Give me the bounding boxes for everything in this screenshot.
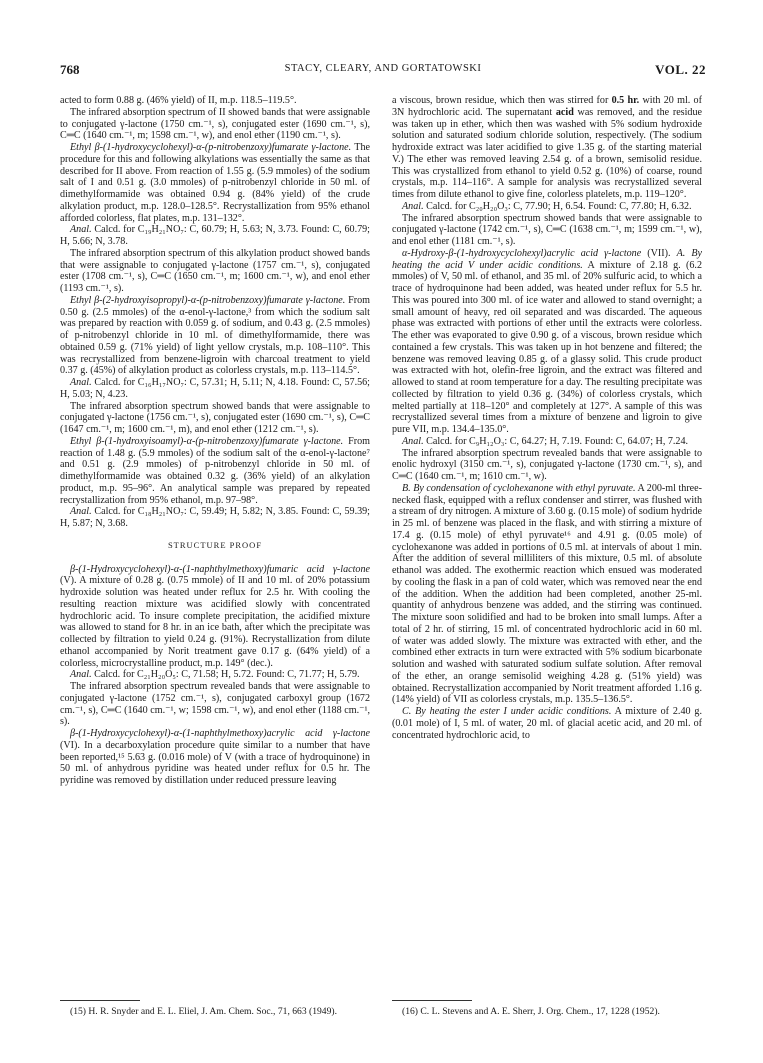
method-subtitle: C. By heating the ester I under acidic conditions.	[402, 706, 612, 717]
compound-title: β-(1-Hydroxycyclohexyl)-α-(1-naphthylmethoxy)fumaric acid γ-lactone	[70, 563, 370, 575]
anal-label: Anal.	[70, 224, 92, 236]
method-subtitle: B. By condensation of cyclohexanone with ethyl pyruvate.	[402, 482, 636, 494]
paragraph-body: Calcd. for C₉H₁₂O₃: C, 64.27; H, 7.19. Found: C, 64.07; H, 7.24.	[423, 435, 689, 447]
emphasis: 0.5 hr.	[611, 95, 640, 106]
paragraph	[60, 224, 370, 248]
paragraph-body: Calcd. for C₁₉H₂₁NO₇: C, 60.79; H, 5.63; N, 3.73. Found: C, 60.79; H, 5.66; N, 3.78.	[60, 224, 370, 247]
footnote-16	[392, 1006, 702, 1018]
paragraph: The infrared absorption spectrum showed bands that were assignable to conjugated γ-lactone (1742 cm.⁻¹, s), C═C (1638 cm.⁻¹, m; 1599 cm.⁻¹, w), and enol ether (1181 cm.⁻¹, s).	[392, 212, 702, 247]
paragraph: The infrared absorption spectrum of this alkylation product showed bands that were assignable to conjugated γ-lactone (1757 cm.⁻¹, s), conjugated ester (1708 cm.⁻¹, s), C═C (1650 cm.⁻¹, m; 1600 cm.⁻¹, w), and enol ether (1193 cm.⁻¹, s).	[60, 247, 370, 294]
paragraph	[60, 295, 370, 377]
compound-title: Ethyl β-(1-hydroxyisoamyl)-α-(p-nitrobenzoxy)fumarate γ-lactone.	[70, 435, 344, 447]
paragraph	[392, 248, 702, 436]
footnote-text: (15) H. R. Snyder and E. L. Eliel, J. Am. Chem. Soc., 71, 663 (1949).	[70, 1006, 337, 1017]
footnote-divider	[60, 1000, 140, 1001]
right-column	[392, 95, 702, 741]
paragraph-body: was removed, and the residue was taken up in ether, which then was washed with 5% sodium hydroxide solution and saturated sodium chloride solution, respectively. (The sodium hydroxide extract was later acidified to give 1.35 g. of the starting material V.) The ether was removed leaving 2.54 g. of a brown, semisolid residue. This was crystallized from ethanol to yield 0.52 g. (10%) of coarse, round crystals, m.p. 114–116°. A sample for analysis was recrystallized several times from dilute ethanol to give fine, colorless platelets, m.p. 119–120°.	[392, 106, 702, 200]
paragraph	[392, 95, 702, 201]
paragraph	[60, 669, 370, 681]
paragraph-body: Calcd. for C₁₆H₁₇NO₇: C, 57.31; H, 5.11; N, 4.18. Found: C, 57.56; H, 5.03; N, 4.23.	[60, 377, 370, 400]
section-heading: STRUCTURE PROOF	[167, 539, 263, 550]
paragraph	[60, 377, 370, 401]
paragraph: The infrared absorption spectrum of II showed bands that were assignable to conjugated γ-lactone (1750 cm.⁻¹, s), conjugated ester (1690 cm.⁻¹, s), C═C (1640 cm.⁻¹, m; 1598 cm.⁻¹, w), and enol ether (1190 cm.⁻¹, s).	[60, 106, 370, 142]
paragraph-body: From reaction of 1.48 g. (5.9 mmoles) of the sodium salt of the α-enol-γ-lactone⁷ and 0.51 g. (2.9 mmoles) of p-nitrobenzyl chloride in 50 ml. of dimethylformamide was obtained 0.32 g. (36% yield) of an alkylation product, m.p. 95–96°. An analytical sample was prepared by repeated recrystallization from 95% ethanol, m.p. 97–98°.	[60, 435, 370, 506]
paragraph-body: (VI). In a decarboxylation procedure quite similar to a number that have been reported,¹⁵ 5.63 g. (0.016 mole) of V (with a trace of hydroquinone) in 50 ml. of anhydrous pyridine was heated under reflux for 0.5 hr. The pyridine was removed by distillation under reduced pressure leaving	[60, 739, 370, 786]
paragraph-body: A mixture of 2.40 g. (0.01 mole) of I, 5 ml. of water, 20 ml. of glacial acetic acid, and 20 ml. of concentrated hydrochloric acid, to	[392, 706, 702, 741]
paragraph: The infrared absorption spectrum showed bands that were assignable to conjugated γ-lactone (1756 cm.⁻¹, s), conjugated ester (1690 cm.⁻¹, s), C═C (1647 cm.⁻¹, m; 1600 cm.⁻¹, m), and enol ether (1212 cm.⁻¹, s).	[60, 400, 370, 435]
volume-label: VOL. 22	[655, 62, 706, 77]
footnote-15	[60, 1006, 370, 1018]
paragraph-body: Calcd. for C₁₈H₂₁NO₇: C, 59.49; H, 5.82; N, 3.85. Found: C, 59.39; H, 5.87; N, 3.68.	[60, 506, 370, 529]
paragraph-body: A mixture of 2.18 g. (6.2 mmoles) of V, 50 ml. of ethanol, and 35 ml. of 20% sulfuric acid, to which a trace of hydroquinone had been added, was heated under reflux for 5.5 hr. This was poured into 300 ml. of ice water and allowed to stand overnight; a small amount of heavy, red oil separated and was discarded. The aqueous phase was extracted with portions of ether until the extracts were colorless. The ether was evaporated to give 0.90 g. of a viscous, brown residue which contained a few crystals. This was taken up in hot benzene and filtered; the benzene was removed leaving 0.85 g. of a glassy solid. This crude product was extracted with hot, olefin-free ligroin, and the extract was filtered and allowed to stand at room temperature for a day. The resulting precipitate was collected by filtration to yield 0.36 g. (34%) of colorless crystals, which melted partially at 118–120° and completely at 127°. A sample of this was recrystallized several times from a mixture of benzene and ligroin to give pure VII, m.p. 134.4–135.0°.	[392, 259, 702, 435]
anal-label: Anal.	[70, 506, 92, 518]
compound-title: Ethyl β-(1-hydroxycyclohexyl)-α-(p-nitrobenzoxy)fumarate γ-lactone.	[70, 142, 352, 153]
paragraph: The infrared absorption spectrum revealed bands that were assignable to enolic hydroxyl (3150 cm.⁻¹, s), conjugated γ-lactone (1730 cm.⁻¹, s), and C═C (1640 cm.⁻¹, m; 1610 cm.⁻¹, w).	[392, 447, 702, 482]
anal-label: Anal.	[70, 669, 92, 681]
paragraph-body: (V). A mixture of 0.28 g. (0.75 mmole) of II and 10 ml. of 20% potassium hydroxide solution was heated under reflux for 2.5 hr. With cooling the resulting reaction mixture was acidified slowly with concentrated hydrochloric acid. To insure complete precipitation, the acidified mixture was allowed to stand for 8 hr. in an ice bath, after which the precipitate was collected by filtration to yield 0.24 g. (91%). Recrystallization from dilute ethanol accompanied by Norit treatment gave 0.17 g. (64% yield) of a colorless, microcrystalline product, m.p. 149° (dec.).	[60, 575, 370, 669]
paragraph-body: (VII).	[641, 247, 677, 259]
paragraph: acted to form 0.88 g. (46% yield) of II, m.p. 118.5–119.5°.	[60, 95, 297, 106]
paragraph	[60, 728, 370, 787]
paragraph: The infrared absorption spectrum revealed bands that were assignable to conjugated γ-lactone (1752 cm.⁻¹, s), conjugated carboxyl group (1672 cm.⁻¹, s), C═C (1640 cm.⁻¹, w; 1598 cm.⁻¹, w), and enol ether (1188 cm.⁻¹, s).	[60, 681, 370, 728]
paragraph	[392, 436, 702, 448]
anal-label: Anal.	[402, 435, 424, 447]
footnote-divider	[392, 1000, 472, 1001]
paragraph	[60, 436, 370, 507]
paragraph-body: A 200-ml three-necked flask, equipped with a reflux condenser and stirrer, was flushed with a stream of dry nitrogen. A mixture of 3.60 g. (0.15 mole) of sodium hydride in 25 ml. of benzene was placed in the flask, and with stirring a mixture of 17.4 g. (0.15 mole) of ethyl pyruvate¹⁶ and 4.91 g. (0.05 mole) of cyclohexanone was added in portions of 0.5 ml. at intervals of about 1 min. After the addition of several milliliters of this mixture, 0.5 ml. of absolute ethanol was added. The exothermic reaction which ensued was moderated by cooling the flask in a pan of cold water, which was removed near the end of the addition. When the addition had been completed, another 25-ml. quantity of anhydrous benzene was added, and the stirring was continued. The mixture soon solidified and had to be broken into small lumps. After a total of 2 hr. of stirring, 15 ml. of concentrated hydrochloric acid in 60 ml. of water was added slowly. The mixture was extracted with ether, and the combined ether extracts in turn were extracted with 5% sodium bicarbonate solution and washed with saturated sodium sulfate solution. After removal of the ether, an orange semisolid weighing 4.28 g. (51% yield) was obtained. Recrystallization accompanied by Norit treatment afforded 1.16 g. (14% yield) of VII as colorless crystals, m.p. 135.5–136.5°.	[392, 482, 703, 706]
compound-title: Ethyl β-(2-hydroxyisopropyl)-α-(p-nitrobenzoxy)fumarate γ-lactone.	[70, 294, 346, 306]
paragraph-body: Calcd. for C₂₀H₂₀O₃: C, 77.90; H, 6.54. Found: C, 77.80; H, 6.32.	[423, 200, 692, 212]
running-title: STACY, CLEARY, AND GORTATOWSKI	[284, 63, 482, 74]
page-header	[60, 62, 706, 78]
paragraph-body: with 20 ml. of 3N hydrochloric acid. The supernatant	[392, 95, 702, 118]
page-number: 768	[60, 62, 80, 77]
anal-label: Anal.	[70, 377, 92, 388]
paragraph-body: From 0.50 g. (2.5 mmoles) of the α-enol-γ-lactone,³ from which the sodium salt was prepared by reaction with 0.059 g. of sodium, and 0.43 g. (2.5 mmoles) of p-nitrobenzyl chloride in 10 ml. of dimethylformamide, there was obtained 0.59 g. (71% yield) of light yellow crystals, m.p. 108–110°. This was recrystallized from benzene-ligroin with charcoal treatment to yield 0.37 g. (45%) of alkylation product as colorless crystals, m.p. 113–114.5°.	[60, 294, 370, 377]
left-column	[60, 95, 370, 787]
paragraph-body: Calcd. for C₂₁H₂₀O₅: C, 71.58; H, 5.72. Found: C, 71.77; H, 5.79.	[91, 669, 360, 681]
paragraph	[392, 201, 702, 213]
paragraph	[392, 483, 702, 706]
anal-label: Anal.	[402, 200, 424, 212]
compound-title: α-Hydroxy-β-(1-hydroxycyclohexyl)acrylic acid γ-lactone	[402, 247, 642, 259]
emphasis: acid	[555, 106, 574, 118]
paragraph-body: The procedure for this and following alkylations was essentially the same as that described for II above. From reaction of 1.55 g. (5.9 mmoles) of the sodium salt of I and 0.51 g. (3.0 mmoles) of p-nitrobenzyl chloride in 50 ml. of dimethylformamide was obtained 0.94 g. (84% yield) of the crude alkylation product, m.p. 128.0–128.5°. Recrystallization from 95% ethanol afforded colorless, flat plates, m.p. 131–132°.	[60, 142, 370, 224]
compound-title: β-(1-Hydroxycyclohexyl)-α-(1-naphthylmethoxy)acrylic acid γ-lactone	[70, 728, 370, 739]
paragraph	[60, 142, 370, 224]
paragraph	[60, 506, 370, 530]
paragraph-body: a viscous, brown residue, which then was stirred for	[392, 95, 612, 106]
paragraph	[392, 706, 702, 741]
paragraph	[60, 564, 370, 670]
footnote-text: (16) C. L. Stevens and A. E. Sherr, J. Org. Chem., 17, 1228 (1952).	[402, 1006, 660, 1017]
method-subtitle: A. By heating the acid V under acidic conditions.	[392, 247, 703, 271]
